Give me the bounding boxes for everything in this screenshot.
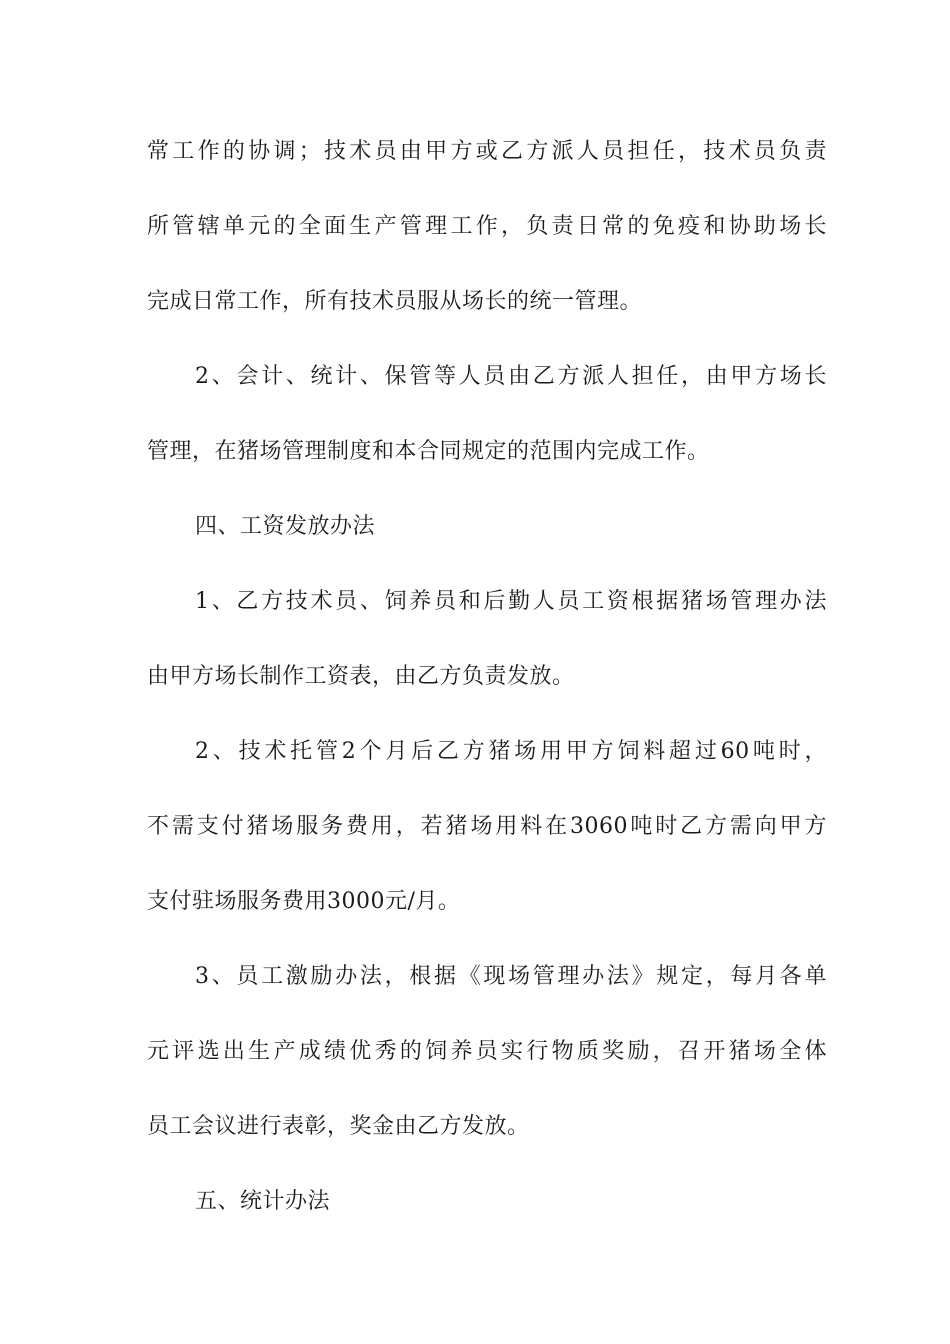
paragraph-line: 管理，在猪场管理制度和本合同规定的范围内完成工作。 — [147, 439, 710, 464]
paragraph-line: 员工会议进行表彰，奖金由乙方发放。 — [147, 1114, 530, 1139]
paragraph-line: 2、会计、统计、保管等人员由乙方派人担任，由甲方场长 — [195, 364, 827, 389]
paragraph-line: 所管辖单元的全面生产管理工作，负责日常的免疫和协助场长 — [147, 214, 827, 239]
paragraph-line: 支付驻场服务费用3000元/月。 — [147, 889, 461, 914]
paragraph-line: 3、员工激励办法，根据《现场管理办法》规定，每月各单 — [195, 964, 827, 989]
paragraph-line: 常工作的协调；技术员由甲方或乙方派人员担任，技术员负责 — [147, 139, 827, 164]
paragraph-line: 1、乙方技术员、饲养员和后勤人员工资根据猪场管理办法 — [195, 589, 827, 614]
paragraph-line: 完成日常工作，所有技术员服从场长的统一管理。 — [147, 289, 643, 314]
paragraph-line: 由甲方场长制作工资表，由乙方负责发放。 — [147, 664, 575, 689]
paragraph-line: 2、技术托管2个月后乙方猪场用甲方饲料超过60吨时， — [195, 739, 827, 764]
section-heading: 五、统计办法 — [195, 1189, 331, 1214]
section-heading: 四、工资发放办法 — [195, 514, 376, 539]
paragraph-line: 不需支付猪场服务费用，若猪场用料在3060吨时乙方需向甲方 — [147, 814, 827, 839]
paragraph-line: 元评选出生产成绩优秀的饲养员实行物质奖励，召开猪场全体 — [147, 1039, 827, 1064]
